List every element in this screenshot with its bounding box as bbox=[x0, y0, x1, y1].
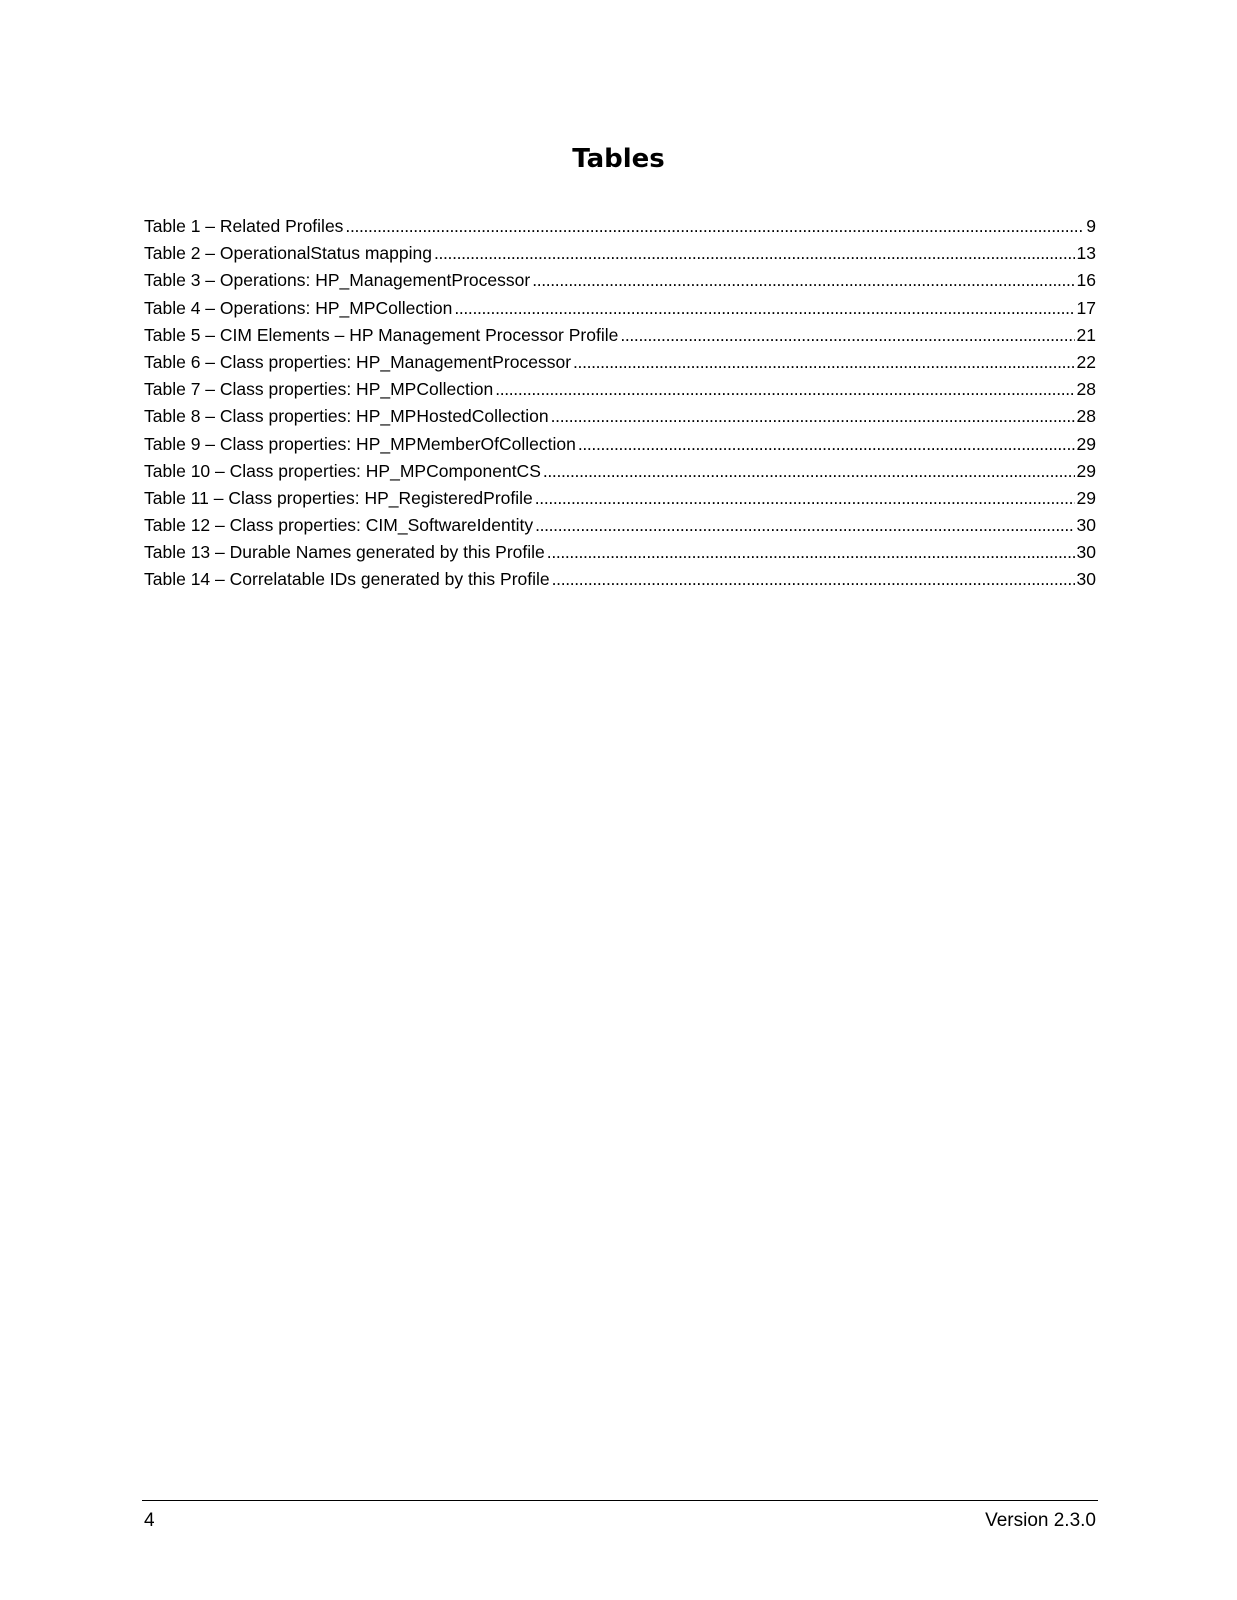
footer-divider bbox=[142, 1500, 1098, 1501]
toc-entry-page: 30 bbox=[1076, 542, 1096, 563]
toc-entry-label: Table 10 – Class properties: HP_MPComponentCS bbox=[144, 460, 541, 481]
toc-entry[interactable] bbox=[144, 566, 1096, 593]
toc-entry-label: Table 3 – Operations: HP_ManagementProcessor bbox=[144, 270, 531, 291]
dot-leader bbox=[454, 295, 1074, 322]
toc-entry-label: Table 5 – CIM Elements – HP Management Processor Profile bbox=[144, 324, 619, 345]
dot-leader bbox=[551, 403, 1075, 430]
toc-entry[interactable] bbox=[144, 458, 1096, 485]
footer-version: Version 2.3.0 bbox=[985, 1510, 1096, 1531]
dot-leader bbox=[578, 431, 1075, 458]
dot-leader bbox=[535, 485, 1075, 512]
toc-entry-label: Table 11 – Class properties: HP_RegisteredProfile bbox=[144, 487, 533, 508]
dot-leader bbox=[495, 376, 1074, 403]
toc-entry[interactable] bbox=[144, 295, 1096, 322]
toc-entry[interactable] bbox=[144, 376, 1096, 403]
page-title: Tables bbox=[572, 144, 665, 174]
toc-entry-label: Table 4 – Operations: HP_MPCollection bbox=[144, 297, 453, 318]
toc-entry-label: Table 9 – Class properties: HP_MPMemberOfCollection bbox=[144, 433, 576, 454]
toc-entry-page: 21 bbox=[1076, 324, 1096, 345]
toc-entry[interactable] bbox=[144, 403, 1096, 430]
toc-entry[interactable] bbox=[144, 539, 1096, 566]
toc-entry-page: 30 bbox=[1076, 569, 1096, 590]
toc-entry-page: 9 bbox=[1086, 216, 1096, 236]
dot-leader bbox=[535, 512, 1074, 539]
dot-leader bbox=[434, 240, 1075, 267]
toc-entry[interactable] bbox=[144, 213, 1096, 240]
toc-entry-label: Table 1 – Related Profiles bbox=[144, 216, 344, 236]
toc-entry[interactable] bbox=[144, 267, 1096, 294]
toc-entry[interactable] bbox=[144, 349, 1096, 376]
dot-leader bbox=[552, 566, 1075, 593]
toc-entry-label: Table 14 – Correlatable IDs generated by this Profile bbox=[144, 569, 550, 590]
toc-entry-label: Table 8 – Class properties: HP_MPHostedCollection bbox=[144, 406, 549, 427]
dot-leader bbox=[573, 349, 1075, 376]
toc-entry-page: 28 bbox=[1076, 406, 1096, 427]
toc-entry-page: 29 bbox=[1076, 433, 1096, 454]
toc-entry-label: Table 7 – Class properties: HP_MPCollection bbox=[144, 379, 494, 400]
dot-leader bbox=[543, 458, 1075, 485]
toc-entry[interactable] bbox=[144, 512, 1096, 539]
toc-entry[interactable] bbox=[144, 322, 1096, 349]
toc-entry-page: 30 bbox=[1076, 515, 1096, 536]
toc-entry-page: 28 bbox=[1076, 379, 1096, 400]
toc-entry-page: 22 bbox=[1076, 351, 1096, 372]
toc-entry[interactable] bbox=[144, 485, 1096, 512]
toc-entry-page: 29 bbox=[1076, 460, 1096, 481]
toc-entry-page: 17 bbox=[1076, 297, 1096, 318]
toc-entry-page: 16 bbox=[1076, 270, 1096, 291]
toc-entry-label: Table 6 – Class properties: HP_ManagementProcessor bbox=[144, 351, 572, 372]
dot-leader bbox=[547, 539, 1075, 566]
dot-leader bbox=[345, 213, 1084, 240]
toc-entry-label: Table 12 – Class properties: CIM_SoftwareIdentity bbox=[144, 515, 534, 536]
dot-leader bbox=[532, 267, 1074, 294]
footer-page-number: 4 bbox=[144, 1510, 155, 1531]
toc-entry-label: Table 13 – Durable Names generated by this Profile bbox=[144, 542, 545, 563]
toc-entry-page: 13 bbox=[1076, 243, 1096, 264]
toc-entry[interactable] bbox=[144, 431, 1096, 458]
toc-entry-page: 29 bbox=[1076, 487, 1096, 508]
toc-entry-label: Table 2 – OperationalStatus mapping bbox=[144, 243, 432, 264]
dot-leader bbox=[620, 322, 1074, 349]
toc-entry[interactable] bbox=[144, 240, 1096, 267]
table-of-tables bbox=[144, 213, 1096, 594]
